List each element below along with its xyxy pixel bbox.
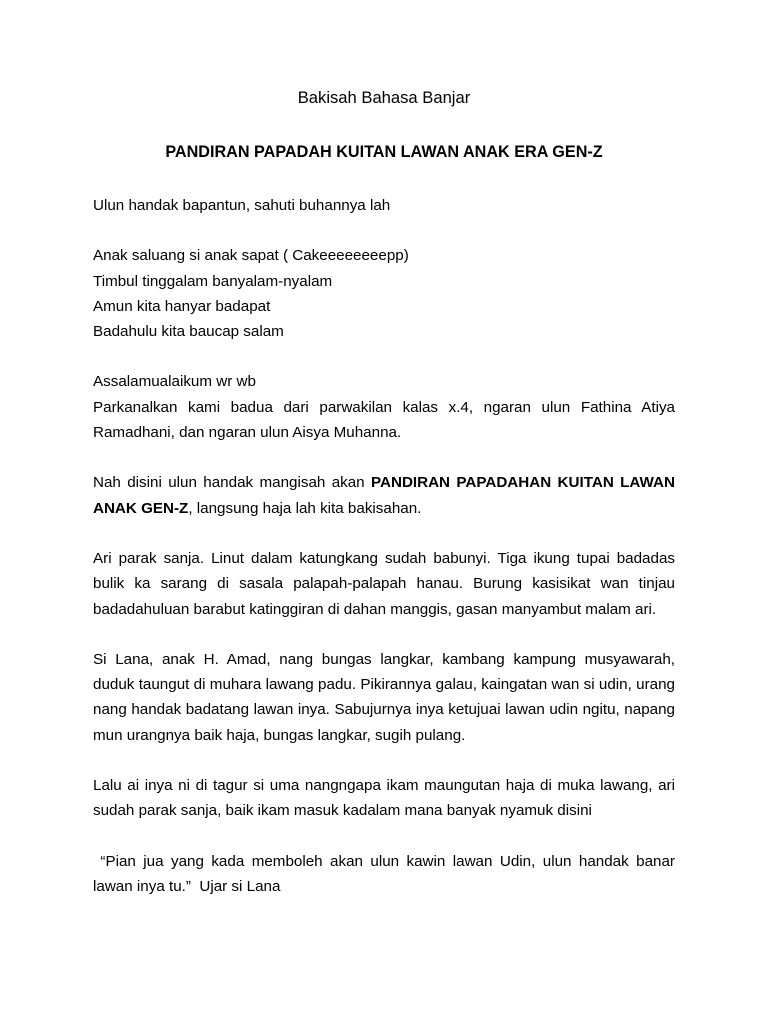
pantun-line: Timbul tinggalam banyalam-nyalam (93, 272, 333, 290)
pantun-line: Badahulu kita baucap salam (93, 323, 284, 341)
announcement-paragraph (93, 470, 675, 521)
dialogue-paragraph: “Pian jua yang kada memboleh akan ulun kawin lawan Udin, ulun handak banar lawan inya tu.” Ujar si Lana (93, 852, 680, 895)
pantun-line: Amun kita hanyar badapat (93, 297, 271, 315)
announcement-bold-title: PANDIRAN PAPADAHAN KUITAN LAWAN ANAK GEN-Z (93, 474, 675, 517)
story-paragraph: Lalu ai inya ni di tagur si uma nangngapa ikam maungutan haja di muka lawang, ari sudah parak sanja, baik ikam masuk kadalam mana banyak nyamuk disini (93, 777, 675, 820)
opening-line: Ulun handak bapantun, sahuti buhannya lah (93, 197, 391, 214)
story-paragraph: Ari parak sanja. Linut dalam katungkang sudah babunyi. Tiga ikung tupai badadas bulik ka sarang di sasala palapah-palapah hanau. Burung kasisikat wan tinjau badadahuluan barabut katinggiran di dahan manggis, gasan manyambut malam ari. (93, 549, 675, 618)
document-title: Bakisah Bahasa Banjar (297, 88, 471, 107)
announcement-text-end: , langsung haja lah kita bakisahan. (188, 499, 422, 517)
introduction-paragraph: Parkanalkan kami badua dari parwakilan kalas x.4, ngaran ulun Fathina Atiya Ramadhani, dan ngaran ulun Aisya Muhanna. (93, 398, 675, 442)
story-title: PANDIRAN PAPADAH KUITAN LAWAN ANAK ERA GEN-Z (165, 143, 603, 161)
pantun-verse (93, 243, 675, 344)
story-paragraph: Si Lana, anak H. Amad, nang bungas langkar, kambang kampung musyawarah, duduk taungut di muhara lawang padu. Pikirannya galau, kaingatan wan si udin, urang nang handak badatang lawan inya. Sabujurnya inya ketujuai lawan udin ngitu, napang mun urangnya baik haja, bungas langkar, sugih pulang. (93, 650, 675, 744)
document-body (93, 86, 680, 899)
pantun-line: Anak saluang si anak sapat ( Cakeeeeeeeepp) (93, 247, 409, 265)
greeting-line: Assalamualaikum wr wb (93, 373, 256, 391)
announcement-text: Nah disini ulun handak mangisah akan (93, 474, 371, 492)
